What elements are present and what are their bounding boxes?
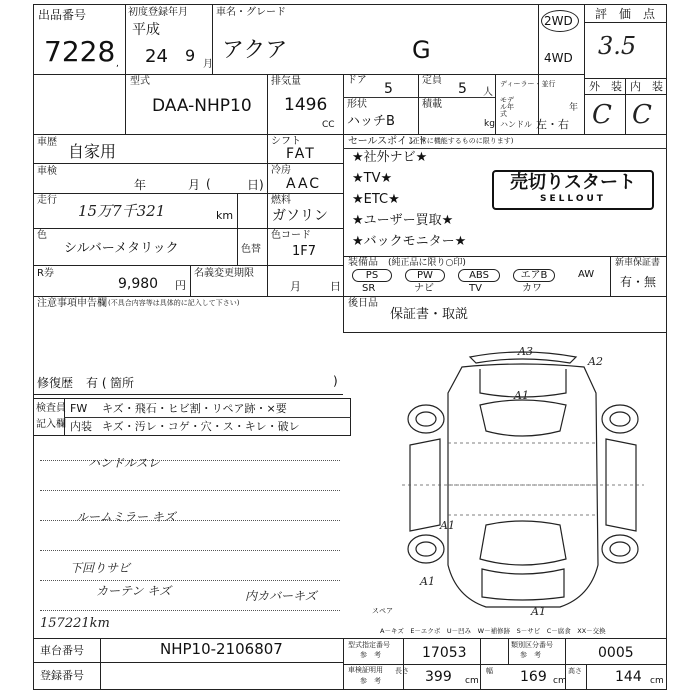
lot-number: 7228 [44,35,116,68]
category-label: 類別区分番号 [511,641,553,649]
ac-label: 冷房 [271,165,291,176]
sellout-stamp-sub: SELLOUT [540,194,606,204]
first-reg-month: 9 [185,46,196,65]
name-change-month: 月 [290,280,301,293]
type-designation-value: 17053 [422,645,467,661]
car-damage-diagram [400,335,645,625]
drive-2wd: 2WD [544,14,573,28]
type-designation-sub: 参 考 [360,651,381,659]
lot-label: 出品番号 [38,8,87,22]
notes-sub: (不具合内容等は具体的に記入して下さい) [108,299,240,307]
equip-ps: PS [352,269,392,282]
color-code: 1F7 [292,244,317,259]
recycle-unit: 円 [175,279,186,292]
repair-value: 有 ( [86,376,107,390]
inspector-label-1: 検査員 [36,403,66,414]
displacement-value: 1496 [284,95,328,115]
damage-mark: A1 [514,389,529,402]
displacement-label: 排気量 [271,76,301,87]
doors-value: 5 [384,81,393,97]
handwritten-note: ハンドルスレ [88,456,160,470]
inspection-month: 月 [188,178,201,192]
color-label: 色 [37,230,47,241]
first-reg-label: 初度登録年月 [128,7,188,18]
damage-mark: A3 [518,345,533,358]
rating-score: 3.5 [598,32,637,60]
equip-pw: PW [405,269,445,282]
height-unit: cm [650,676,664,686]
lot-tick: , [116,59,119,69]
post-docs-label: 後日品 [348,298,378,309]
first-reg-year: 24 [145,46,168,67]
width-unit: cm [553,676,567,686]
mileage-unit: km [216,209,234,222]
repair-unit: 箇所 [110,376,135,390]
sale-point: ★バックモニター★ [352,234,467,249]
damage-mark: A1 [440,519,455,532]
color-code-label: 色コード [271,230,311,241]
notes-label: 注意事項申告欄 [37,298,107,309]
capacity-value: 5 [458,81,467,97]
handwritten-note: カーテン キズ [96,584,171,598]
type-designation-label: 型式指定番号 [348,641,390,649]
inspection-close: 日) [247,178,264,192]
equip-sr: SR [362,283,376,294]
repair-close: ) [333,374,338,388]
model-value: DAA-NHP10 [152,96,252,116]
name-change-day: 日 [330,280,341,293]
category-value: 0005 [598,645,634,661]
repair-label: 修復歴 [37,376,74,390]
cert-label: 車検証明用 [348,666,383,674]
equip-tv: TV [469,283,482,294]
inspection-open: ( [206,177,211,191]
rating-label: 評 価 点 [595,7,656,21]
history-value: 自家用 [68,142,117,161]
exterior-label: 外 装 [589,80,622,93]
warranty-value: 有・無 [620,275,657,289]
sale-point: ★ユーザー買取★ [352,213,454,228]
post-docs-value: 保証書・取説 [390,307,469,322]
width-label: 幅 [486,667,493,675]
mileage-value: 15万7千321 [78,202,166,220]
body-shape-value: ハッチB [347,114,395,129]
car-name: アクア [222,38,288,63]
cert-sub: 参 考 [360,677,381,685]
registration-label: 登録番号 [40,669,84,682]
sale-points-note: (正常に機能するものに限ります) [410,137,514,145]
sale-point: ★TV★ [352,171,393,186]
model-year-label: モデル年式 [500,96,514,118]
displacement-unit: CC [322,120,335,130]
recycle-value: 9,980 [118,276,159,292]
equip-leather: カワ [522,283,542,294]
height-value: 144 [615,669,642,685]
equip-navi: ナビ [414,283,434,294]
category-sub: 参 考 [520,651,541,659]
chassis-label: 車台番号 [40,644,84,657]
damage-mark: A2 [588,355,603,368]
equip-abs: ABS [458,269,500,282]
ac-value: AAC [286,176,322,192]
equip-aw: AW [578,269,595,280]
recycle-label: R券 [37,268,54,279]
color-value: シルバーメタリック [64,241,179,256]
interior-grade: C [632,100,652,130]
fuel-label: 燃料 [271,195,291,206]
length-label: 長さ [395,667,409,675]
length-unit: cm [465,676,479,686]
damage-mark: A1 [420,575,435,588]
inspector-row2: キズ・汚レ・コゲ・穴・ス・キレ・破レ [102,420,300,433]
sale-points-label: セールスポイント [348,136,428,147]
fuel-value: ガソリン [272,208,328,224]
capacity-unit: 人 [483,87,493,98]
sale-point: ★ETC★ [352,192,400,207]
height-label: 高さ [568,667,582,675]
handwritten-note: ルームミラー キズ [76,510,176,524]
inspector-row1-head: FW [70,402,88,415]
color-change-label: 色替 [241,244,261,255]
drive-4wd: 4WD [544,51,573,65]
dealer-label: ディーラー・並行 [500,80,556,88]
length-value: 399 [425,669,452,685]
sale-points-list [352,151,466,256]
car-name-label: 車名・グレード [216,7,286,18]
car-grade: G [412,36,431,64]
shift-value: FAT [286,146,316,162]
inspector-row1: キズ・飛石・ヒビ割・リペア跡・×要 [102,402,287,415]
chassis-value: NHP10-2106807 [160,640,283,658]
shift-label: シフト [271,136,301,147]
sellout-stamp-main: 売切りスタート [510,172,636,193]
spare-label: スペア [372,607,393,615]
equipment-label: 装備品 [348,257,378,268]
doors-label: ドア [347,75,367,86]
model-year-unit: 年 [569,103,579,113]
exterior-grade: C [592,100,612,130]
inspector-row2-head: 内装 [70,420,92,433]
equipment-note: (純正品に限り○印) [388,258,466,268]
handle-label: ハンドル [500,120,532,129]
load-label: 積載 [422,99,442,110]
name-change-label: 名義変更期限 [194,268,254,279]
load-unit: kg [484,119,495,129]
body-shape-label: 形状 [347,99,367,110]
sellout-stamp [492,170,654,210]
inspection-year: 年 [134,178,147,192]
handwritten-note: 内カバーキズ [245,589,317,603]
handwritten-note: 下回りサビ [70,561,131,575]
interior-label: 内 装 [630,80,663,93]
damage-legend: A－キズ E－エクボ U－凹み W－補修跡 S－サビ C－腐食 XX－交換 [380,627,606,635]
inspector-label-2: 記入欄 [36,419,66,430]
mileage-label: 走行 [37,195,57,206]
warranty-label: 新車保証書 [615,258,661,268]
equip-airbag: エアB [513,269,555,282]
inspection-label: 車検 [37,166,57,177]
capacity-label: 定員 [422,75,442,86]
handwritten-note: 157221km [40,616,110,631]
first-reg-month-unit: 月 [203,59,213,70]
history-label: 車歴 [37,137,57,148]
model-label: 型式 [130,76,150,87]
first-reg-era: 平成 [132,22,160,38]
damage-mark: A1 [531,605,546,618]
handle-value: 左・右 [536,118,569,131]
sale-point: ★社外ナビ★ [352,150,428,165]
width-value: 169 [520,669,547,685]
